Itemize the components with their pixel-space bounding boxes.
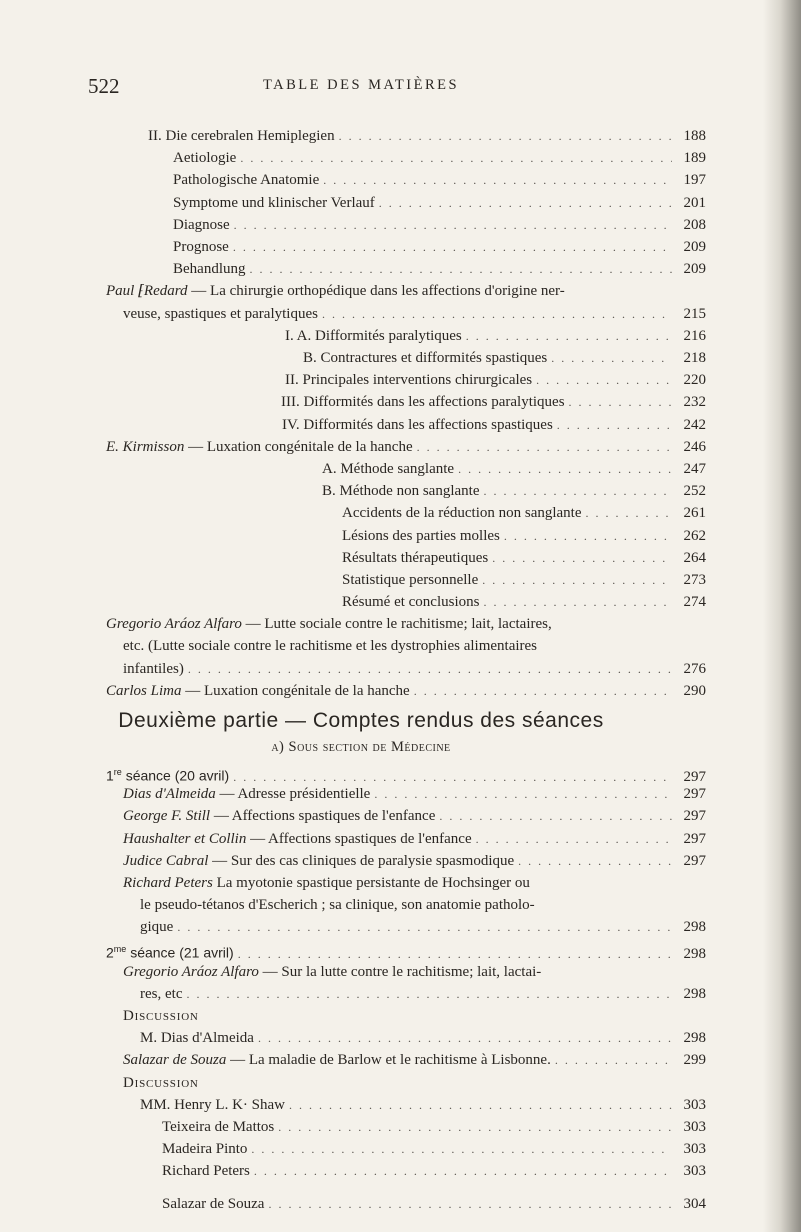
toc-entry: Résultats thérapeutiques . . . 264 <box>342 547 706 569</box>
toc-entry-heading: Richard Peters La myotonie spastique persistante de Hochsinger ou <box>123 874 530 891</box>
toc-entry: A. Méthode sanglante . . . 247 <box>322 458 706 480</box>
toc-entry-continuation: le pseudo-tétanos d'Escherich ; sa clinique, son anatomie patholo- <box>140 897 535 914</box>
toc-entry: Statistique personnelle . . . 273 <box>342 569 706 591</box>
toc-entry: Accidents de la réduction non sanglante . . . 261 <box>342 502 706 524</box>
toc-entry: Diagnose . . . 208 <box>173 214 706 236</box>
part-two-heading: Deuxième partie — Comptes rendus des séances <box>118 708 604 732</box>
toc-entry: Dias d'Almeida — Adresse présidentielle . . . 297 <box>123 783 706 805</box>
toc-entry: M. Dias d'Almeida . . . 298 <box>140 1027 706 1049</box>
toc-entry: res, etc . . . 298 <box>140 983 706 1005</box>
discussion-label: Discussion <box>123 1074 199 1091</box>
toc-entry: infantiles) . . . 276 <box>123 658 706 680</box>
discussion-label: Discussion <box>123 1008 199 1025</box>
toc-entry: Lésions des parties molles . . . 262 <box>342 525 706 547</box>
toc-entry-heading: Paul ⁅Redard — La chirurgie orthopédique dans les affections d'origine ner- <box>106 283 565 300</box>
toc-entry: George F. Still — Affections spastiques de l'enfance . . . 297 <box>123 805 706 827</box>
running-header: TABLE DES MATIÈRES <box>262 77 460 93</box>
toc-entry: II. Die cerebralen Hemiplegien . . . 188 <box>148 125 706 147</box>
toc-entry: Judice Cabral — Sur des cas cliniques de paralysie spasmodique . . . 297 <box>123 850 706 872</box>
toc-entry: B. Méthode non sanglante . . . 252 <box>322 480 706 502</box>
toc-entry: E. Kirmisson — Luxation congénitale de la hanche . . . 246 <box>106 436 706 458</box>
toc-entry: B. Contractures et difformités spastiques . . . 218 <box>303 347 706 369</box>
toc-entry: Aetiologie . . . 189 <box>173 147 706 169</box>
toc-entry-overflow: Salazar de Souza . . . 304 <box>162 1193 706 1215</box>
toc-entry: Carlos Lima — Luxation congénitale de la hanche . . . 290 <box>106 680 706 702</box>
toc-entry: Résumé et conclusions . . . 274 <box>342 591 706 613</box>
toc-entry-continuation: etc. (Lutte sociale contre le rachitisme et les dystrophies alimentaires <box>123 638 538 655</box>
toc-entry: Behandlung . . . 209 <box>173 258 706 280</box>
toc-entry: Haushalter et Collin — Affections spastiques de l'enfance . . . 297 <box>123 828 706 850</box>
toc-entry: II. Principales interventions chirurgicales . . . 220 <box>285 369 706 391</box>
toc-entry: III. Difformités dans les affections paralytiques . . . 232 <box>281 391 706 413</box>
toc-entry: 1re séance (20 avril) . . . 297 <box>106 761 706 783</box>
toc-entry: Symptome und klinischer Verlauf . . . 201 <box>173 192 706 214</box>
page-number: 522 <box>88 74 120 98</box>
toc-entry: Pathologische Anatomie . . . 197 <box>173 169 706 191</box>
toc-entry: Salazar de Souza — La maladie de Barlow et le rachitisme à Lisbonne. . . . 299 <box>123 1049 706 1071</box>
toc-entry: Madeira Pinto . . . 303 <box>162 1138 706 1160</box>
toc-entry-heading: Gregorio Aráoz Alfaro — Lutte sociale contre le rachitisme; lait, lactaires, <box>106 616 552 633</box>
toc-entry: $2^{me}$ séance (21 avril) . . . 298 <box>106 938 706 960</box>
toc-entry: IV. Difformités dans les affections spastiques . . . 242 <box>282 414 706 436</box>
toc-entry: Prognose . . . 209 <box>173 236 706 258</box>
toc-entry: MM. Henry L. K· Shaw . . . 303 <box>140 1094 706 1116</box>
toc-entry: gique . . . 298 <box>140 916 706 938</box>
toc-entry: I. A. Difformités paralytiques . . . 216 <box>285 325 706 347</box>
toc-entry: veuse, spastiques et paralytiques . . . 215 <box>123 303 706 325</box>
toc-entry-heading: Gregorio Aráoz Alfaro — Sur la lutte contre le rachitisme; lait, lactai- <box>123 963 542 980</box>
toc-entry: Teixeira de Mattos . . . 303 <box>162 1116 706 1138</box>
toc-entry: Richard Peters . . . 303 <box>162 1160 706 1182</box>
subsection-heading: a) Sous section de Médecine <box>271 738 451 755</box>
